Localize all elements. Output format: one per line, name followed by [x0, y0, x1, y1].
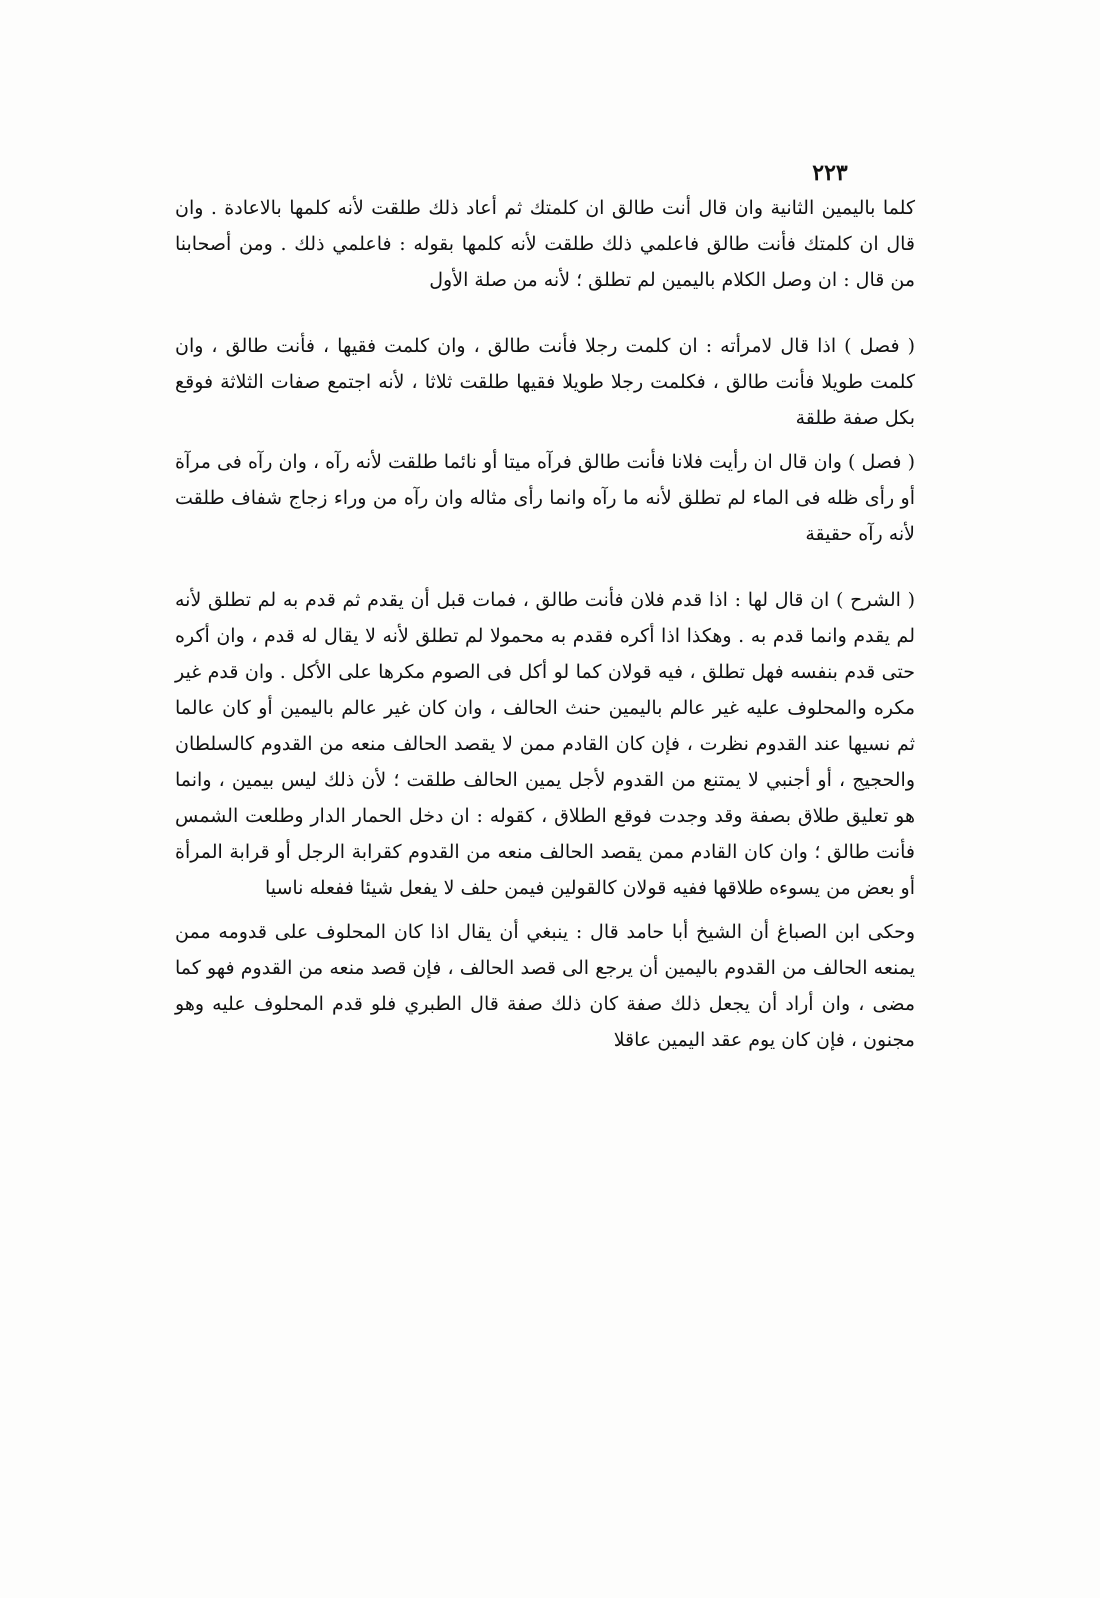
page-number: ٢٢٣: [812, 160, 848, 186]
paragraph-sharh: ( الشرح ) ان قال لها : اذا قدم فلان فأنت طالق ، فمات قبل أن يقدم ثم قدم به لم تطلق لأنه لم يقدم وانما قدم به . وهكذا اذا أكره فقدم به محمولا لم تطلق لأنه لا يقال له قدم ، وان أكره حتى قدم بنفسه فهل تطلق ، فيه قولان كما لو أكل فى الصوم مكرها على الأكل . وان قدم غير مكره والمحلوف عليه غير عالم باليمين حنث الحالف ، وان كان غير عالم باليمين أو كان عالما ثم نسيها عند القدوم نظرت ، فإن كان القادم ممن لا يقصد الحالف منعه من القدوم كالسلطان والحجيج ، أو أجنبي لا يمتنع من القدوم لأجل يمين الحالف طلقت ؛ لأن ذلك ليس بيمين ، وانما هو تعليق طلاق بصفة وقد وجدت فوقع الطلاق ، كقوله : ان دخل الحمار الدار وطلعت الشمس فأنت طالق ؛ وان كان القادم ممن يقصد الحالف منعه من القدوم كقرابة الرجل أو قرابة المرأة أو بعض من يسوءه طلاقها ففيه قولان كالقولين فيمن حلف لا يفعل شيئا ففعله ناسيا: [175, 589, 915, 899]
body-text: [175, 190, 915, 1058]
paragraph-continuation: كلما باليمين الثانية وان قال أنت طالق ان كلمتك ثم أعاد ذلك طلقت لأنه كلمها بالاعادة . وان قال ان كلمتك فأنت طالق فاعلمي ذلك طلقت لأنه كلمها بقوله : فاعلمي ذلك . ومن أصحابنا من قال : ان وصل الكلام باليمين لم تطلق ؛ لأنه من صلة الأول: [175, 197, 915, 291]
paragraph-fasl-2: ( فصل ) وان قال ان رأيت فلانا فأنت طالق فرآه ميتا أو نائما طلقت لأنه رآه ، وان رآه فى مرآة أو رأى ظله فى الماء لم تطلق لأنه ما رآه وانما رأى مثاله وان رآه من وراء زجاج شفاف طلقت لأنه رآه حقيقة: [175, 451, 915, 545]
paragraph-fasl-1: ( فصل ) اذا قال لامرأته : ان كلمت رجلا فأنت طالق ، وان كلمت فقيها ، فأنت طالق ، وان كلمت طويلا فأنت طالق ، فكلمت رجلا طويلا فقيها طلقت ثلاثا ، لأنه اجتمع صفات الثلاثة فوقع بكل صفة طلقة: [175, 335, 915, 429]
paragraph-ibn-sabbagh: وحكى ابن الصباغ أن الشيخ أبا حامد قال : ينبغي أن يقال اذا كان المحلوف على قدومه ممن يمنعه الحالف من القدوم باليمين أن يرجع الى قصد الحالف ، فإن قصد منعه من القدوم فهو كما مضى ، وان أراد أن يجعل ذلك صفة كان ذلك صفة قال الطبري فلو قدم المحلوف عليه وهو مجنون ، فإن كان يوم عقد اليمين عاقلا: [175, 921, 915, 1051]
